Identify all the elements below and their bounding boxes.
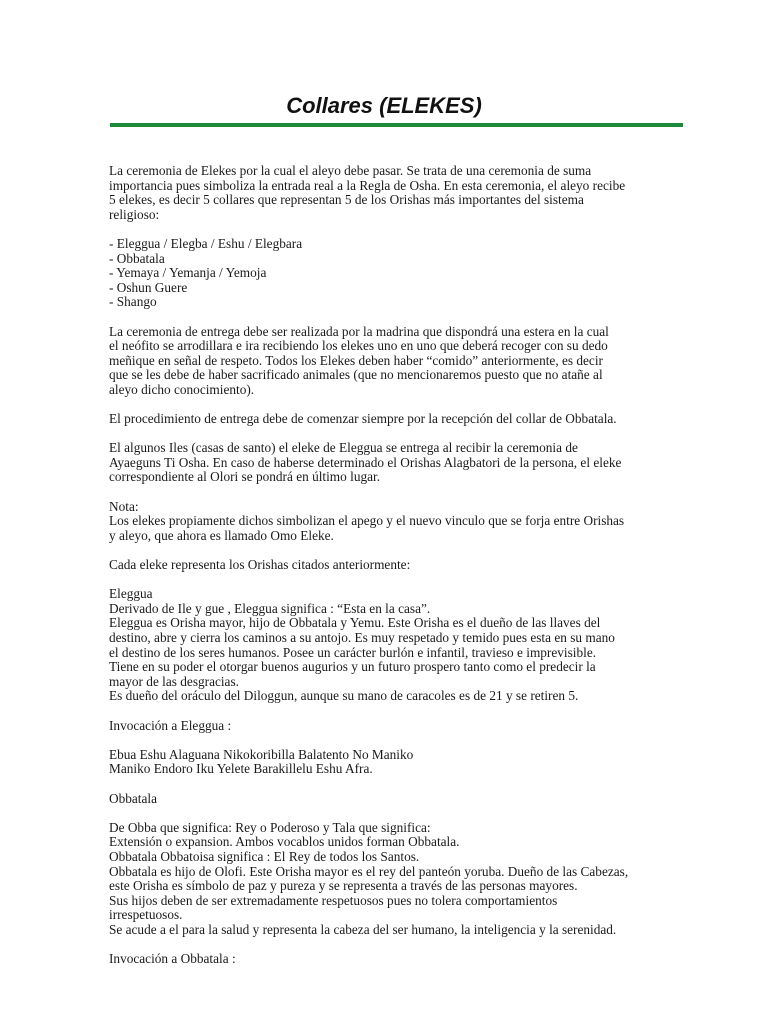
- paragraph: [109, 558, 689, 573]
- text-line: Obbatala Obbatoisa significa : El Rey de todos los Santos.: [109, 848, 420, 864]
- paragraph-gap: [109, 222, 689, 237]
- text-line: religioso:: [109, 206, 160, 222]
- text-line: importancia pues simboliza la entrada real a la Regla de Osha. En esta ceremonia, el aleyo recibe: [109, 177, 626, 193]
- text-line: Cada eleke representa los Orishas citados anteriormente:: [109, 557, 411, 573]
- paragraph: [109, 587, 689, 704]
- text-line: Obbatala: [109, 790, 157, 806]
- paragraph-gap: [109, 777, 689, 792]
- text-line: Tiene en su poder el otorgar buenos augurios y un futuro prospero tanto como el predecir la: [109, 659, 596, 675]
- text-line: Se acude a el para la salud y representa la cabeza del ser humano, la inteligencia y la serenidad.: [109, 921, 617, 937]
- paragraph-gap: [109, 704, 689, 719]
- paragraph: [109, 792, 689, 807]
- text-line: La ceremonia de entrega debe ser realizada por la madrina que dispondrá una estera en la cual: [109, 323, 609, 339]
- text-line: que se les debe de haber sacrificado animales (que no mencionaremos puesto que no atañe al: [109, 367, 603, 383]
- document-body: [109, 164, 689, 967]
- paragraph: [109, 441, 689, 485]
- text-line: - Oshun Guere: [109, 279, 188, 295]
- text-line: Ebua Eshu Alaguana Nikokoribilla Balatento No Maniko: [109, 746, 414, 762]
- text-line: correspondiente al Olori se pondrá en último lugar.: [109, 469, 381, 485]
- text-line: Invocación a Eleggua :: [109, 717, 232, 733]
- text-line: Derivado de Ile y gue , Eleggua significa : “Esta en la casa”.: [109, 600, 431, 616]
- paragraph: [109, 748, 689, 777]
- text-line: destino, abre y cierra los caminos a su antojo. Es muy respetado y temido pues esta en su mano: [109, 630, 615, 645]
- paragraph-gap: [109, 427, 689, 442]
- text-line: irrespetuosos.: [109, 907, 183, 923]
- text-line: Sus hijos deben de ser extremadamente respetuosos pues no tolera comportamientos: [109, 892, 558, 908]
- paragraph: [109, 719, 689, 734]
- text-line: De Obba que significa: Rey o Poderoso y Tala que significa:: [109, 819, 431, 835]
- paragraph-gap: [109, 310, 689, 325]
- text-line: - Obbatala: [109, 250, 165, 266]
- text-line: Invocación a Obbatala :: [109, 951, 236, 967]
- paragraph-gap: [109, 485, 689, 500]
- text-line: - Yemaya / Yemanja / Yemoja: [109, 265, 267, 281]
- paragraph-gap: [109, 543, 689, 558]
- text-line: 5 elekes, es decir 5 collares que representan 5 de los Orishas más importantes del sistema: [109, 192, 584, 208]
- paragraph: [109, 952, 689, 967]
- text-line: Obbatala es hijo de Olofi. Este Orisha mayor es el rey del panteón yoruba. Dueño de las Cabezas,: [109, 863, 629, 879]
- text-line: aleyo dicho conocimiento).: [109, 381, 255, 397]
- text-line: el neófito se arrodillara e ira recibiendo los elekes uno en uno que deberá recoger con su dedo: [109, 338, 608, 354]
- text-line: y aleyo, que ahora es llamado Omo Eleke.: [109, 527, 334, 543]
- text-line: La ceremonia de Elekes por la cual el aleyo debe pasar. Se trata de una ceremonia de suma: [109, 163, 592, 178]
- paragraph: [109, 325, 689, 398]
- paragraph-gap: [109, 398, 689, 413]
- text-line: Maniko Endoro Iku Yelete Barakillelu Eshu Afra.: [109, 761, 373, 777]
- paragraph: [109, 500, 689, 544]
- text-line: - Eleggua / Elegba / Eshu / Elegbara: [109, 235, 303, 251]
- text-line: meñique en señal de respeto. Todos los Elekes deben haber “comido” anteriormente, es decir: [109, 352, 603, 368]
- paragraph: [109, 412, 689, 427]
- text-line: Extensión o expansion. Ambos vocablos unidos forman Obbatala.: [109, 834, 460, 850]
- text-line: El procedimiento de entrega debe de comenzar siempre por la recepción del collar de Obbatala.: [109, 411, 617, 427]
- text-line: este Orisha es símbolo de paz y pureza y se representa a través de las personas mayores.: [109, 878, 578, 894]
- text-line: Eleggua: [109, 586, 153, 602]
- text-line: el destino de los seres humanos. Posee un carácter burlón e infantil, travieso e imprevisible.: [109, 644, 597, 660]
- text-line: Los elekes propiamente dichos simbolizan el apego y el nuevo vinculo que se forja entre Orishas: [109, 513, 625, 529]
- paragraph-gap: [109, 733, 689, 748]
- text-line: Es dueño del oráculo del Diloggun, aunque su mano de caracoles es de 21 y se retiren 5.: [109, 688, 579, 704]
- paragraph: [109, 164, 689, 222]
- text-line: Ayaeguns Ti Osha. En caso de haberse determinado el Orishas Alagbatori de la persona, el eleke: [109, 454, 622, 470]
- title-underline: [110, 123, 683, 127]
- text-line: - Shango: [109, 294, 157, 310]
- text-line: El algunos Iles (casas de santo) el eleke de Eleggua se entrega al recibir la ceremonia de: [109, 440, 578, 456]
- paragraph: [109, 821, 689, 938]
- text-line: Eleggua es Orisha mayor, hijo de Obbatala y Yemu. Este Orisha es el dueño de las llaves del: [109, 615, 601, 631]
- text-line: Nota:: [109, 498, 139, 514]
- text-line: mayor de las desgracias.: [109, 673, 239, 689]
- paragraph-gap: [109, 937, 689, 952]
- document-title: Collares (ELEKES): [286, 93, 482, 118]
- paragraph-gap: [109, 573, 689, 588]
- paragraph: [109, 237, 689, 310]
- paragraph-gap: [109, 806, 689, 821]
